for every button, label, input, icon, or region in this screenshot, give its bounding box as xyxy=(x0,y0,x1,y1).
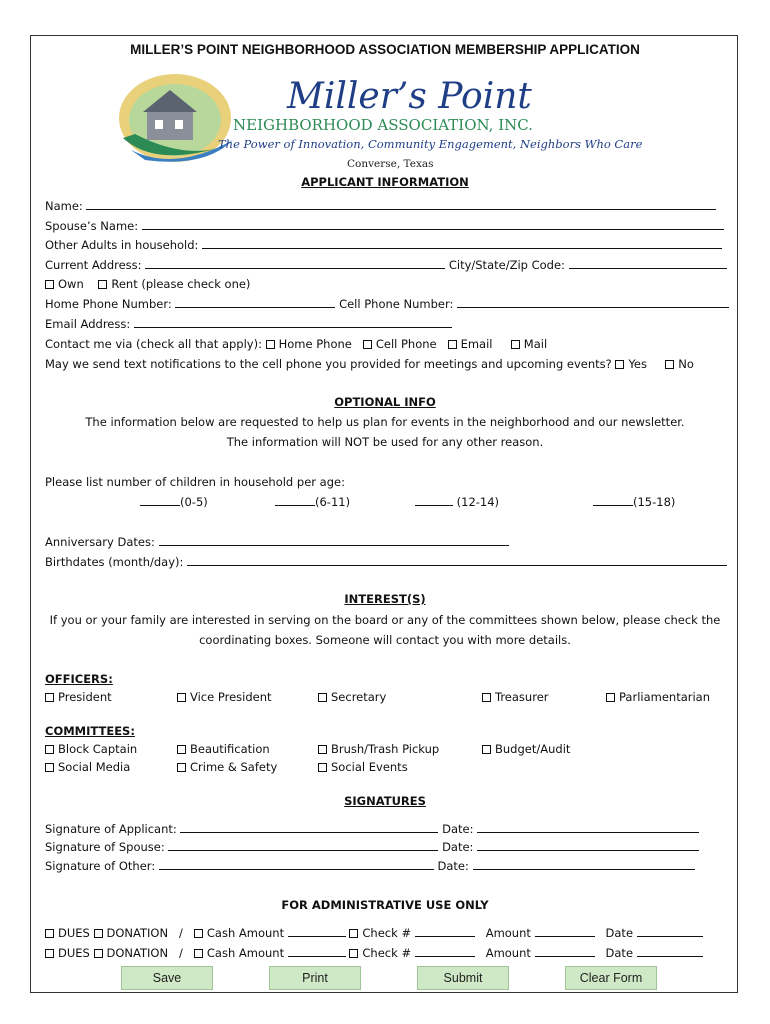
date-label: Date xyxy=(605,926,634,940)
checkbox[interactable] xyxy=(45,745,54,754)
age-field[interactable] xyxy=(275,494,315,506)
other-adults-label: Other Adults in household: xyxy=(45,238,199,252)
logo-location: Converse, Texas xyxy=(347,158,434,170)
birthdates-field[interactable] xyxy=(187,554,727,566)
option-label: Parliamentarian xyxy=(619,690,711,704)
amount-field[interactable] xyxy=(535,945,595,957)
address-row xyxy=(45,257,727,273)
checkbox[interactable] xyxy=(177,693,186,702)
admin-row-2 xyxy=(45,945,703,961)
contact-mail-checkbox[interactable] xyxy=(511,340,520,349)
option-label: Social Events xyxy=(331,760,408,774)
officer-vice-president[interactable] xyxy=(177,689,272,705)
contact-option-label: Email xyxy=(460,337,493,351)
name-row xyxy=(45,198,716,214)
committee-brush-trash[interactable] xyxy=(318,741,439,757)
logo-tagline: The Power of Innovation, Community Engagement, Neighbors Who Care xyxy=(218,137,643,151)
option-label: Treasurer xyxy=(495,690,549,704)
page-title: MILLER’S POINT NEIGHBORHOOD ASSOCIATION MEMBERSHIP APPLICATION xyxy=(130,42,640,57)
spouse-label: Spouse’s Name: xyxy=(45,219,139,233)
age-label: (0-5) xyxy=(180,495,208,509)
slash: / xyxy=(179,946,183,960)
sig-spouse-row xyxy=(45,839,699,855)
address-field[interactable] xyxy=(145,257,445,269)
donation-checkbox[interactable] xyxy=(94,929,103,938)
checkbox[interactable] xyxy=(318,693,327,702)
rent-checkbox[interactable] xyxy=(98,280,107,289)
contact-option-label: Mail xyxy=(523,337,548,351)
logo-name: Miller’s Point xyxy=(287,76,532,117)
phone-row xyxy=(45,296,729,312)
admin-row-1 xyxy=(45,925,703,941)
cash-label: Cash Amount xyxy=(206,946,285,960)
donation-checkbox[interactable] xyxy=(94,949,103,958)
contact-option-label: Home Phone xyxy=(278,337,352,351)
cash-checkbox[interactable] xyxy=(194,929,203,938)
check-number-field[interactable] xyxy=(415,925,475,937)
admin-heading: FOR ADMINISTRATIVE USE ONLY xyxy=(281,898,489,912)
cell-phone-label: Cell Phone Number: xyxy=(339,297,454,311)
anniversary-field[interactable] xyxy=(159,534,509,546)
dues-label: DUES xyxy=(58,926,90,940)
check-number-field[interactable] xyxy=(415,945,475,957)
cash-amount-field[interactable] xyxy=(288,925,346,937)
spouse-field[interactable] xyxy=(142,218,724,230)
sig-applicant-row xyxy=(45,821,699,837)
committee-beautification[interactable] xyxy=(177,741,270,757)
save-button[interactable]: Save xyxy=(121,966,213,990)
text-no-checkbox[interactable] xyxy=(665,360,674,369)
anniversary-label: Anniversary Dates: xyxy=(45,535,155,549)
contact-option-label: Cell Phone xyxy=(375,337,437,351)
dues-checkbox[interactable] xyxy=(45,929,54,938)
dues-label: DUES xyxy=(58,946,90,960)
checkbox[interactable] xyxy=(606,693,615,702)
name-label: Name: xyxy=(45,199,83,213)
checkbox[interactable] xyxy=(177,745,186,754)
email-field[interactable] xyxy=(134,316,452,328)
contact-email-checkbox[interactable] xyxy=(448,340,457,349)
association-logo xyxy=(115,68,643,172)
text-notification-row xyxy=(45,356,694,372)
officers-label: OFFICERS: xyxy=(45,672,113,686)
other-adults-field[interactable] xyxy=(202,237,722,249)
home-phone-field[interactable] xyxy=(175,296,335,308)
donation-label: DONATION xyxy=(106,926,169,940)
option-label: Social Media xyxy=(58,760,131,774)
contact-cell-phone-checkbox[interactable] xyxy=(363,340,372,349)
sig-applicant-field[interactable] xyxy=(180,821,438,833)
committee-budget-audit[interactable] xyxy=(482,741,570,757)
optional-line-2: The information will NOT be used for any other reason. xyxy=(226,435,544,449)
date-label: Date: xyxy=(442,822,474,836)
check-label: Check # xyxy=(362,946,412,960)
logo-org: NEIGHBORHOOD ASSOCIATION, INC. xyxy=(233,116,533,134)
contact-home-phone-checkbox[interactable] xyxy=(266,340,275,349)
check-label: Check # xyxy=(362,926,412,940)
option-label: Block Captain xyxy=(58,742,138,756)
officer-treasurer[interactable] xyxy=(482,689,549,705)
clear-form-button[interactable]: Clear Form xyxy=(565,966,657,990)
anniversary-row xyxy=(45,534,509,550)
text-yes-checkbox[interactable] xyxy=(615,360,624,369)
option-label: President xyxy=(58,690,112,704)
city-field[interactable] xyxy=(569,257,727,269)
birthdates-label: Birthdates (month/day): xyxy=(45,555,184,569)
checkbox[interactable] xyxy=(318,745,327,754)
checkbox[interactable] xyxy=(482,693,491,702)
cash-amount-field[interactable] xyxy=(288,945,346,957)
committee-crime-safety[interactable] xyxy=(177,759,277,775)
officer-secretary[interactable] xyxy=(318,689,386,705)
cell-phone-field[interactable] xyxy=(457,296,729,308)
option-label: Vice President xyxy=(190,690,272,704)
sig-spouse-field[interactable] xyxy=(168,839,438,851)
text-question: May we send text notifications to the cell phone you provided for meetings and upcoming events? xyxy=(45,357,612,371)
option-label: Beautification xyxy=(190,742,270,756)
age-15-18 xyxy=(593,494,675,510)
checkbox[interactable] xyxy=(318,763,327,772)
birthdates-row xyxy=(45,554,727,570)
sig-spouse-label: Signature of Spouse: xyxy=(45,840,165,854)
sig-applicant-label: Signature of Applicant: xyxy=(45,822,177,836)
home-phone-label: Home Phone Number: xyxy=(45,297,172,311)
checkbox[interactable] xyxy=(482,745,491,754)
date-label: Date: xyxy=(442,840,474,854)
check-checkbox[interactable] xyxy=(349,949,358,958)
amount-label: Amount xyxy=(485,926,531,940)
applicant-heading: APPLICANT INFORMATION xyxy=(301,175,469,189)
check-checkbox[interactable] xyxy=(349,929,358,938)
age-field[interactable] xyxy=(415,494,453,506)
own-rent-row xyxy=(45,276,250,292)
age-12-14 xyxy=(415,494,499,510)
submit-button[interactable]: Submit xyxy=(417,966,509,990)
committee-block-captain[interactable] xyxy=(45,741,137,757)
contact-label: Contact me via (check all that apply): xyxy=(45,337,262,351)
city-label: City/State/Zip Code: xyxy=(448,258,565,272)
sig-other-field[interactable] xyxy=(159,858,434,870)
cash-label: Cash Amount xyxy=(206,926,285,940)
amount-label: Amount xyxy=(485,946,531,960)
name-field[interactable] xyxy=(86,198,716,210)
spouse-row xyxy=(45,218,724,234)
interests-line-1: If you or your family are interested in serving on the board or any of the committees shown below, please check the xyxy=(49,613,721,627)
sig-other-row xyxy=(45,858,695,874)
optional-line-1: The information below are requested to help us plan for events in the neighborhood and our newsletter. xyxy=(85,415,685,429)
print-button[interactable]: Print xyxy=(269,966,361,990)
email-row xyxy=(45,316,452,332)
date-label: Date xyxy=(605,946,634,960)
cash-checkbox[interactable] xyxy=(194,949,203,958)
age-label: (12-14) xyxy=(456,495,500,509)
age-label: (6-11) xyxy=(315,495,351,509)
option-label: Secretary xyxy=(331,690,387,704)
own-checkbox[interactable] xyxy=(45,280,54,289)
checkbox[interactable] xyxy=(177,763,186,772)
age-6-11 xyxy=(275,494,350,510)
donation-label: DONATION xyxy=(106,946,169,960)
age-0-5 xyxy=(140,494,208,510)
officer-parliamentarian[interactable] xyxy=(606,689,710,705)
no-label: No xyxy=(678,357,694,371)
age-field[interactable] xyxy=(593,494,633,506)
sig-applicant-date-field[interactable] xyxy=(477,821,699,833)
date-field[interactable] xyxy=(637,925,703,937)
sig-spouse-date-field[interactable] xyxy=(477,839,699,851)
officer-president[interactable] xyxy=(45,689,112,705)
address-label: Current Address: xyxy=(45,258,142,272)
own-label: Own xyxy=(58,277,84,291)
age-field[interactable] xyxy=(140,494,180,506)
logo-house xyxy=(147,110,193,140)
rent-label: Rent (please check one) xyxy=(111,277,251,291)
checkbox[interactable] xyxy=(45,693,54,702)
date-field[interactable] xyxy=(637,945,703,957)
other-adults-row xyxy=(45,237,722,253)
slash: / xyxy=(179,926,183,940)
date-label: Date: xyxy=(437,859,469,873)
interests-line-2: coordinating boxes. Someone will contact you with more details. xyxy=(199,633,571,647)
option-label: Brush/Trash Pickup xyxy=(331,742,440,756)
contact-row xyxy=(45,336,547,352)
committees-label: COMMITTEES: xyxy=(45,724,135,738)
optional-heading: OPTIONAL INFO xyxy=(334,395,436,409)
email-label: Email Address: xyxy=(45,317,131,331)
checkbox[interactable] xyxy=(45,763,54,772)
committee-social-events[interactable] xyxy=(318,759,408,775)
interests-heading: INTEREST(S) xyxy=(344,592,426,606)
dues-checkbox[interactable] xyxy=(45,949,54,958)
option-label: Budget/Audit xyxy=(495,742,571,756)
sig-other-date-field[interactable] xyxy=(473,858,695,870)
signatures-heading: SIGNATURES xyxy=(344,794,426,808)
amount-field[interactable] xyxy=(535,925,595,937)
age-label: (15-18) xyxy=(633,495,676,509)
sig-other-label: Signature of Other: xyxy=(45,859,156,873)
option-label: Crime & Safety xyxy=(190,760,278,774)
committee-social-media[interactable] xyxy=(45,759,130,775)
children-label: Please list number of children in household per age: xyxy=(45,475,345,489)
yes-label: Yes xyxy=(628,357,648,371)
